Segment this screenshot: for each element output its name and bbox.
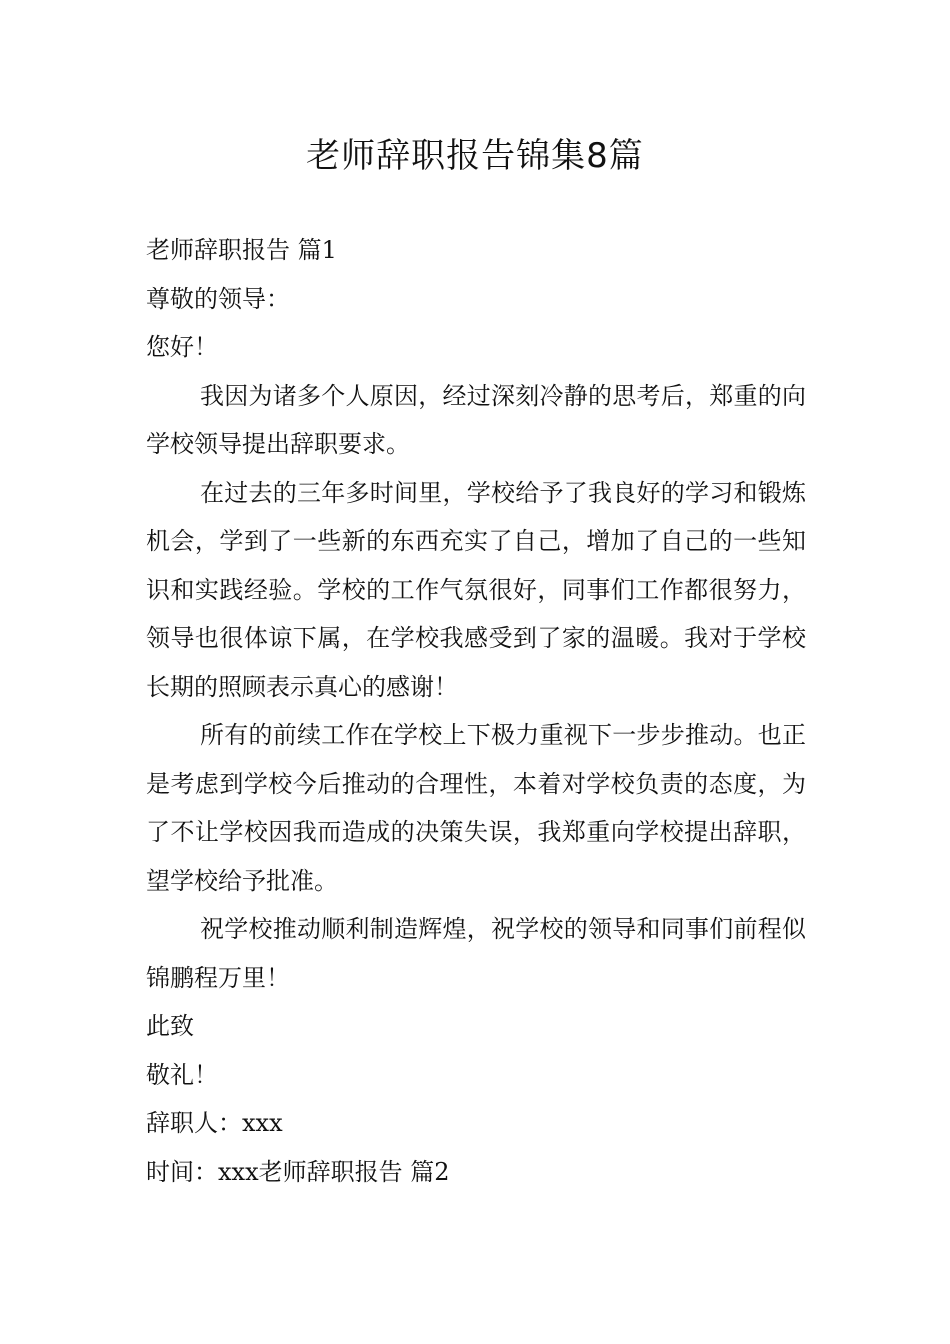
body-paragraph-4: 祝学校推动顺利制造辉煌，祝学校的领导和同事们前程似锦鹏程万里！ — [146, 915, 806, 992]
closing-line-2: 敬礼！ — [146, 1060, 218, 1089]
section-heading: 老师辞职报告 篇1 — [146, 236, 337, 264]
date-line: 时间：xxx老师辞职报告 篇2 — [146, 1157, 450, 1186]
closing-line-1: 此致 — [146, 1012, 194, 1040]
body-paragraph-1: 我因为诸多个人原因，经过深刻冷静的思考后，郑重的向学校领导提出辞职要求。 — [146, 381, 806, 458]
document-title: 老师辞职报告锦集8篇 — [306, 136, 644, 176]
body-paragraph-2: 在过去的三年多时间里，学校给予了我良好的学习和锻炼机会，学到了一些新的东西充实了自己，增加了自己的一些知识和实践经验。学校的工作气氛很好，同事们工作都很努力，领导也很体谅下属，在学校我感受到了家的温暖。我对于学校长期的照顾表示真心的感谢！ — [146, 478, 806, 701]
greeting: 您好！ — [146, 333, 218, 361]
body-paragraph-3: 所有的前续工作在学校上下极力重视下一步步推动。也正是考虑到学校今后推动的合理性，本着对学校负责的态度，为了不让学校因我而造成的决策失误，我郑重向学校提出辞职，望学校给予批准。 — [146, 721, 806, 895]
salutation: 尊敬的领导： — [146, 284, 290, 313]
document-body — [146, 226, 806, 1196]
signer-line: 辞职人：xxx — [146, 1109, 283, 1137]
